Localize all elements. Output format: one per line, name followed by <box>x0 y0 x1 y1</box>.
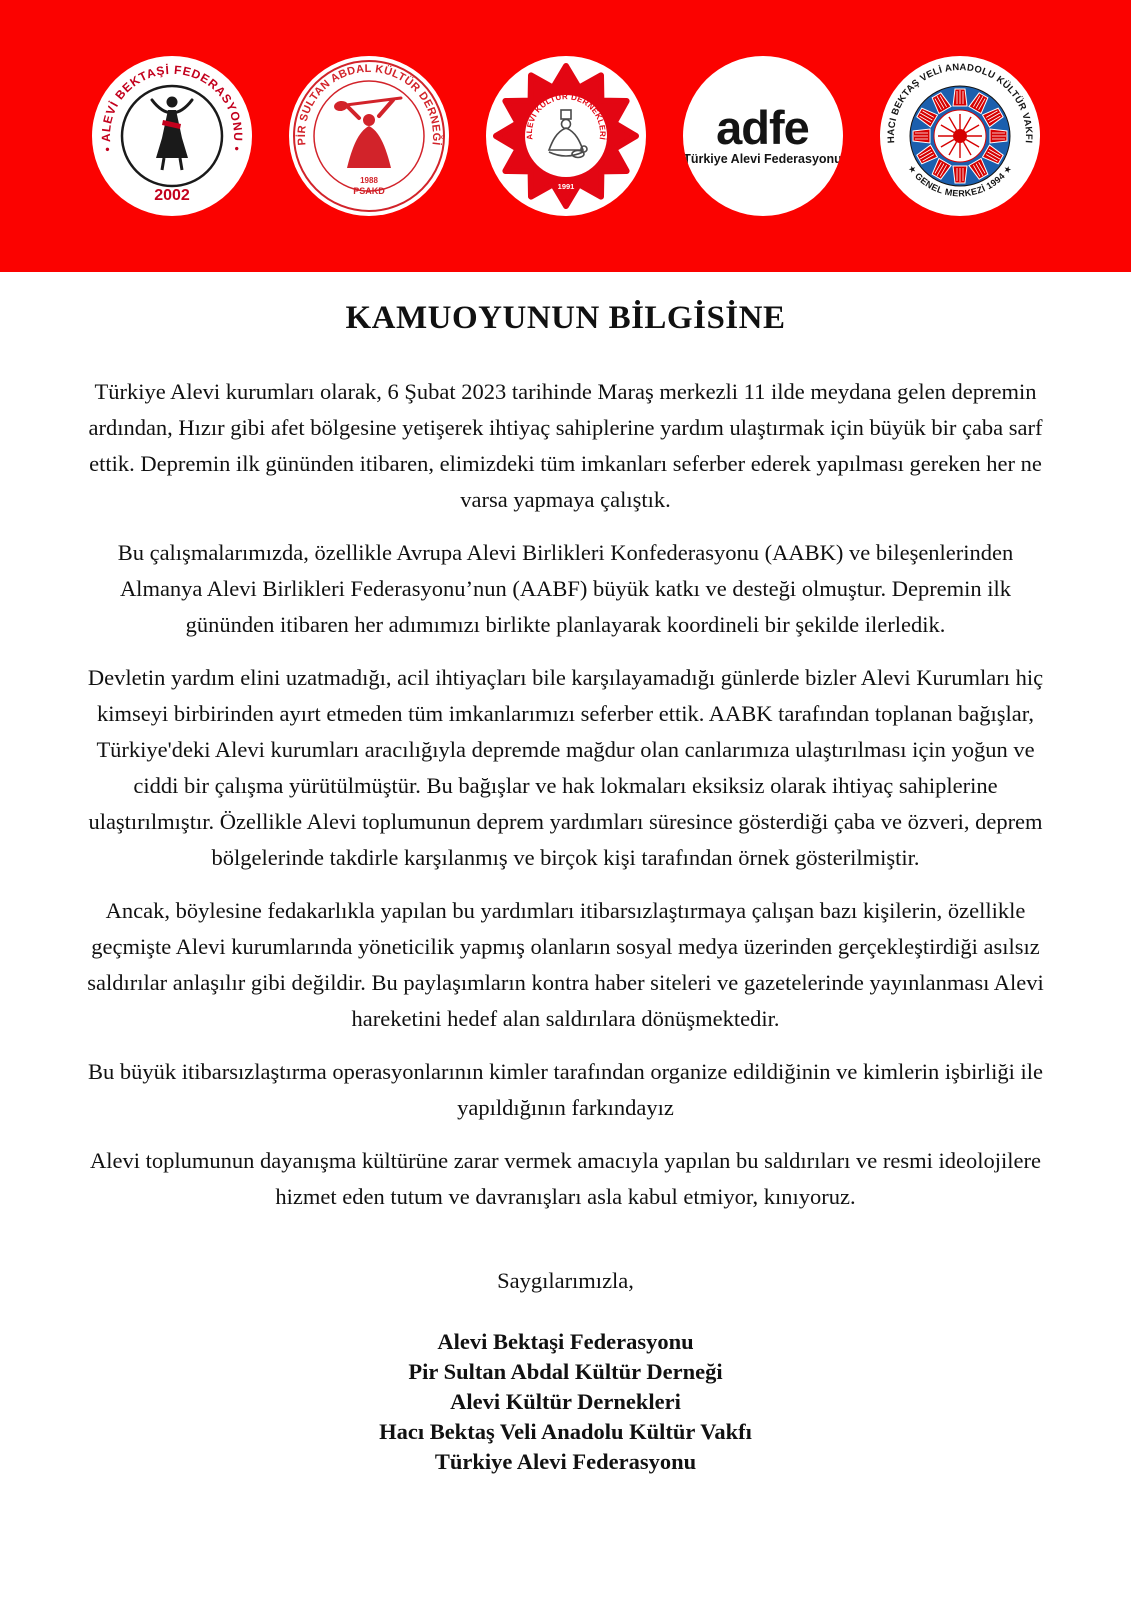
signature-line: Alevi Bektaşi Federasyonu <box>437 1329 694 1354</box>
signature-line: Pir Sultan Abdal Kültür Derneği <box>408 1359 723 1384</box>
statement-paragraph-4: Ancak, böylesine fedakarlıkla yapılan bu yardımları itibarsızlaştırmaya çalışan bazı kişilerin, özellikle geçmişte Alevi kurumlarında yöneticilik yapmış olanların sosyal medya üzerinden gerçekleştirdiği asılsız saldırılar anlaşılır gibi değildir. Bu paylaşımların kontra haber siteleri ve gazetelerinde yayınlanması Alevi hareketini hedef alan saldırılara dönüşmektedir. <box>87 898 1044 1031</box>
statement-paragraph-3: Devletin yardım elini uzatmadığı, acil ihtiyaçları bile karşılayamadığı günlerde bizler Alevi Kurumları hiç kimseyi birbirinden ayırt etmeden tüm imkanlarımızı seferber ettik. AABK tarafından toplanan bağışlar, Türkiye'deki Alevi kurumları aracılığıyla depremde mağdur olan canlarımıza ulaştırılması için yoğun ve ciddi bir çalışma yürütülmüştür. Bu bağışlar ve hak lokmaları eksiksiz olarak ihtiyaç sahiplerine ulaştırılmıştır. Özellikle Alevi toplumunun deprem yardımları süresince gösterdiği çaba ve özveri, deprem bölgelerinde takdirle karşılanmış ve birçok kişi tarafından örnek gösterilmiştir. <box>87 665 1044 870</box>
saz-figure-emblem-icon <box>289 56 449 216</box>
logo-abbr: PSAKD <box>352 186 385 196</box>
semah-dancer-emblem-icon <box>92 56 252 216</box>
statement-paragraph-2: Bu çalışmalarımızda, özellikle Avrupa Alevi Birlikleri Konfederasyonu (AABK) ve bileşenlerinden Almanya Alevi Birlikleri Federasyonu’nun (AABF) büyük katkı ve desteği olmuştur. Depremin ilk gününden itibaren her adımımızı birlikte planlayarak koordineli bir şekilde ilerledik. <box>117 540 1014 637</box>
logo-year: 1991 <box>557 182 574 191</box>
sunburst-dervish-emblem-icon <box>486 56 646 216</box>
signature-line: Alevi Kültür Dernekleri <box>450 1389 681 1414</box>
adfe-subtitle: Türkiye Alevi Federasyonu <box>683 152 842 167</box>
signature-line: Türkiye Alevi Federasyonu <box>434 1449 697 1474</box>
logo-alevi-bektasi-federasyonu <box>92 56 252 216</box>
signature-line: Hacı Bektaş Veli Anadolu Kültür Vakfı <box>379 1419 752 1444</box>
logo-alevi-kultur-dernekleri <box>486 56 646 216</box>
logo-pir-sultan-abdal-kultur-dernegi <box>289 56 449 216</box>
adfe-wordmark: adfe <box>716 100 809 154</box>
logo-ring-text: PİR SULTAN ABDAL KÜLTÜR DERNEĞİ <box>295 62 442 147</box>
logo-ring-text: • ALEVİ BEKTAŞİ FEDERASYONU • <box>98 62 245 153</box>
logo-year: 2002 <box>153 187 190 204</box>
signature-block <box>80 1327 1051 1477</box>
page-title: KAMUOYUNUN BİLGİSİNE <box>345 300 786 336</box>
statement-paragraph-1: Türkiye Alevi kurumları olarak, 6 Şubat 2023 tarihinde Maraş merkezli 11 ilde meydana gelen depremin ardından, Hızır gibi afet bölgesine yetişerek ihtiyaç sahiplerine yardım ulaştırmak için büyük bir çaba sarf ettik. Depremin ilk gününden itibaren, elimizdeki tüm imkanları seferber ederek yapılması gereken her ne varsa yapmaya çalıştık. <box>88 379 1043 512</box>
logo-adfe-turkiye-alevi-federasyonu <box>683 56 843 216</box>
cark-wheel-emblem-icon <box>880 56 1040 216</box>
statement-body <box>0 272 1131 1477</box>
closing-salutation: Saygılarımızla, <box>497 1268 634 1293</box>
statement-paragraph-6: Alevi toplumunun dayanışma kültürüne zarar vermek amacıyla yapılan bu saldırıları ve resmi ideolojilere hizmet eden tutum ve davranışları asla kabul etmiyor, kınıyoruz. <box>90 1148 1041 1209</box>
logo-haci-bektas-veli-anadolu-kultur-vakfi <box>880 56 1040 216</box>
logo-bottom-text: ★ GENEL MERKEZİ 1994 ★ <box>905 162 1014 199</box>
statement-paragraph-5: Bu büyük itibarsızlaştırma operasyonlarının kimler tarafından organize edildiğinin ve kimlerin işbirliği ile yapıldığının farkındayız <box>88 1059 1043 1120</box>
logo-year: 1988 <box>359 176 378 185</box>
logo-ring-text: ALEVİ KÜLTÜR DERNEKLERİ <box>524 92 607 141</box>
header-banner <box>0 0 1131 272</box>
logo-ring-text: HACI BEKTAŞ VELİ ANADOLU KÜLTÜR VAKFI <box>885 61 1034 144</box>
